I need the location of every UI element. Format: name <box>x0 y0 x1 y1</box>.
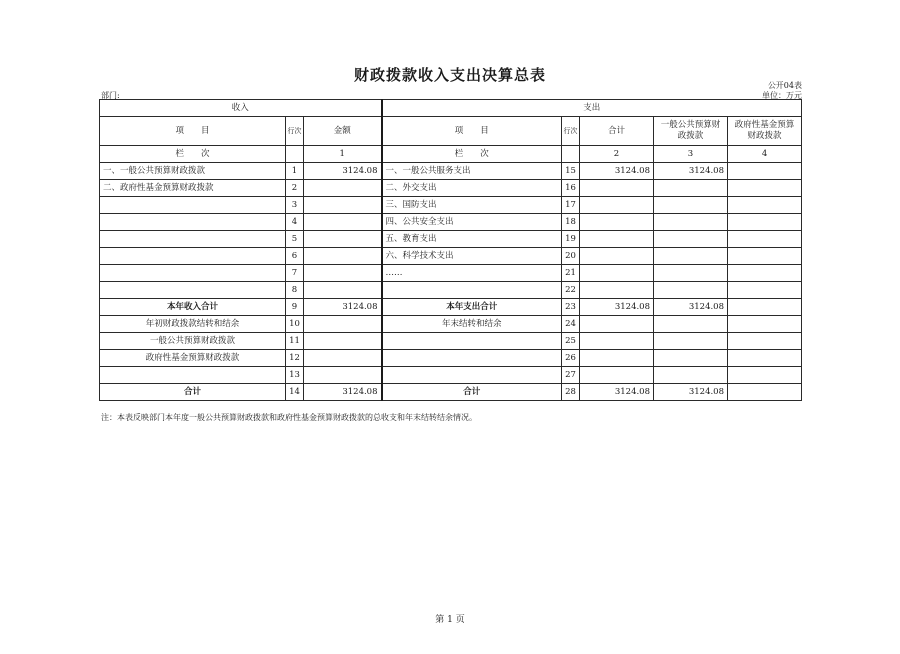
lanci-empty-right <box>562 146 580 163</box>
expense-gov-fund-cell <box>728 350 802 367</box>
income-amount-cell <box>304 367 382 384</box>
income-amount-cell <box>304 350 382 367</box>
table-row <box>100 214 802 231</box>
expense-item-cell: 六、科学技术支出 <box>382 248 562 265</box>
expense-gov-fund-cell <box>728 197 802 214</box>
income-line-no-cell: 14 <box>286 384 304 401</box>
expense-total-cell <box>580 197 654 214</box>
expense-item-cell <box>382 333 562 350</box>
col-header-total: 合计 <box>580 117 654 146</box>
expense-gov-fund-cell <box>728 384 802 401</box>
expense-item-cell <box>382 282 562 299</box>
expense-line-no-cell: 28 <box>562 384 580 401</box>
income-item-cell: 二、政府性基金预算财政拨款 <box>100 180 286 197</box>
expense-total-cell <box>580 367 654 384</box>
lanci-col-4: 4 <box>728 146 802 163</box>
income-line-no-cell: 13 <box>286 367 304 384</box>
income-line-no-cell: 7 <box>286 265 304 282</box>
table-row <box>100 197 802 214</box>
expense-general-budget-cell <box>654 214 728 231</box>
expense-total-cell: 3124.08 <box>580 384 654 401</box>
expense-total-cell: 3124.08 <box>580 163 654 180</box>
expense-line-no-cell: 25 <box>562 333 580 350</box>
expense-gov-fund-cell <box>728 299 802 316</box>
income-amount-cell <box>304 214 382 231</box>
income-line-no-cell: 9 <box>286 299 304 316</box>
expense-general-budget-cell <box>654 197 728 214</box>
expense-item-cell: 二、外交支出 <box>382 180 562 197</box>
income-amount-cell <box>304 180 382 197</box>
expense-line-no-cell: 20 <box>562 248 580 265</box>
table-row <box>100 231 802 248</box>
table-row <box>100 248 802 265</box>
income-line-no-cell: 6 <box>286 248 304 265</box>
income-amount-cell: 3124.08 <box>304 299 382 316</box>
expense-gov-fund-cell <box>728 282 802 299</box>
income-amount-cell <box>304 197 382 214</box>
expense-general-budget-cell <box>654 367 728 384</box>
expense-general-budget-cell: 3124.08 <box>654 163 728 180</box>
expense-line-no-cell: 19 <box>562 231 580 248</box>
col-header-item: 项 目 <box>100 117 286 146</box>
income-line-no-cell: 5 <box>286 231 304 248</box>
expense-item-cell: 五、教育支出 <box>382 231 562 248</box>
expense-line-no-cell: 26 <box>562 350 580 367</box>
expense-general-budget-cell <box>654 316 728 333</box>
expense-total-cell <box>580 214 654 231</box>
expense-line-no-cell: 16 <box>562 180 580 197</box>
income-line-no-cell: 1 <box>286 163 304 180</box>
department-label: 部门: <box>101 91 120 100</box>
income-item-cell: 年初财政拨款结转和结余 <box>100 316 286 333</box>
expense-item-cell <box>382 350 562 367</box>
col-header-line-no: 行次 <box>286 117 304 146</box>
expense-item-cell <box>382 367 562 384</box>
income-line-no-cell: 12 <box>286 350 304 367</box>
income-amount-cell <box>304 282 382 299</box>
table-row <box>100 333 802 350</box>
expense-item-cell: 本年支出合计 <box>382 299 562 316</box>
expense-gov-fund-cell <box>728 180 802 197</box>
expense-line-no-cell: 17 <box>562 197 580 214</box>
expense-item-cell: 一、一般公共服务支出 <box>382 163 562 180</box>
income-item-cell: 本年收入合计 <box>100 299 286 316</box>
col-header-amount: 金额 <box>304 117 382 146</box>
income-line-no-cell: 10 <box>286 316 304 333</box>
expense-general-budget-cell <box>654 248 728 265</box>
col-header-item-expense: 项 目 <box>382 117 562 146</box>
expense-total-cell <box>580 248 654 265</box>
income-item-cell <box>100 282 286 299</box>
income-item-cell: 一、一般公共预算财政拨款 <box>100 163 286 180</box>
lanci-amount-col: 1 <box>304 146 382 163</box>
expense-total-cell <box>580 180 654 197</box>
col-header-line-no-expense: 行次 <box>562 117 580 146</box>
table-row <box>100 180 802 197</box>
income-item-cell: 政府性基金预算财政拨款 <box>100 350 286 367</box>
expense-general-budget-cell: 3124.08 <box>654 384 728 401</box>
income-amount-cell <box>304 248 382 265</box>
expense-general-budget-cell: 3124.08 <box>654 299 728 316</box>
expense-line-no-cell: 22 <box>562 282 580 299</box>
expense-line-no-cell: 24 <box>562 316 580 333</box>
table-row <box>100 367 802 384</box>
expense-total-cell: 3124.08 <box>580 299 654 316</box>
income-item-cell: 合计 <box>100 384 286 401</box>
expense-item-cell: 三、国防支出 <box>382 197 562 214</box>
income-item-cell <box>100 367 286 384</box>
expense-general-budget-cell <box>654 265 728 282</box>
lanci-label-left: 栏 次 <box>100 146 286 163</box>
col-header-gov-fund: 政府性基金预算财政拨款 <box>728 117 802 146</box>
table-row <box>100 282 802 299</box>
income-amount-cell: 3124.08 <box>304 384 382 401</box>
form-number: 公开04表 <box>767 81 802 90</box>
expense-total-cell <box>580 333 654 350</box>
lanci-col-3: 3 <box>654 146 728 163</box>
table-row <box>100 299 802 316</box>
table-row <box>100 384 802 401</box>
expense-gov-fund-cell <box>728 367 802 384</box>
expense-section-header: 支出 <box>382 100 802 117</box>
expense-total-cell <box>580 265 654 282</box>
income-amount-cell <box>304 316 382 333</box>
income-line-no-cell: 8 <box>286 282 304 299</box>
table-row <box>100 350 802 367</box>
unit-label: 单位：万元 <box>762 91 802 100</box>
income-section-header: 收入 <box>100 100 382 117</box>
table-row <box>100 316 802 333</box>
income-amount-cell <box>304 333 382 350</box>
table-row <box>100 265 802 282</box>
table-row <box>100 163 802 180</box>
expense-total-cell <box>580 231 654 248</box>
expense-gov-fund-cell <box>728 231 802 248</box>
expense-item-cell: 合计 <box>382 384 562 401</box>
income-amount-cell <box>304 265 382 282</box>
expense-gov-fund-cell <box>728 316 802 333</box>
expense-general-budget-cell <box>654 333 728 350</box>
expense-gov-fund-cell <box>728 333 802 350</box>
expense-line-no-cell: 21 <box>562 265 580 282</box>
expense-general-budget-cell <box>654 231 728 248</box>
income-line-no-cell: 4 <box>286 214 304 231</box>
income-item-cell <box>100 197 286 214</box>
income-line-no-cell: 3 <box>286 197 304 214</box>
income-item-cell <box>100 231 286 248</box>
income-line-no-cell: 2 <box>286 180 304 197</box>
expense-line-no-cell: 27 <box>562 367 580 384</box>
page-number: 第 1 页 <box>435 615 465 625</box>
expense-gov-fund-cell <box>728 248 802 265</box>
lanci-label-right: 栏 次 <box>382 146 562 163</box>
page-title: 财政拨款收入支出决算总表 <box>353 66 546 84</box>
expense-line-no-cell: 23 <box>562 299 580 316</box>
lanci-col-2: 2 <box>580 146 654 163</box>
col-header-general-budget: 一般公共预算财政拨款 <box>654 117 728 146</box>
income-line-no-cell: 11 <box>286 333 304 350</box>
lanci-empty-left <box>286 146 304 163</box>
income-item-cell <box>100 265 286 282</box>
expense-general-budget-cell <box>654 282 728 299</box>
budget-table <box>99 99 802 401</box>
income-amount-cell: 3124.08 <box>304 163 382 180</box>
expense-total-cell <box>580 282 654 299</box>
expense-general-budget-cell <box>654 180 728 197</box>
income-item-cell <box>100 214 286 231</box>
expense-item-cell: 年末结转和结余 <box>382 316 562 333</box>
expense-general-budget-cell <box>654 350 728 367</box>
expense-item-cell: 四、公共安全支出 <box>382 214 562 231</box>
income-item-cell: 一般公共预算财政拨款 <box>100 333 286 350</box>
table-body <box>100 163 802 401</box>
footnote: 注：本表反映部门本年度一般公共预算财政拨款和政府性基金预算财政拨款的总收支和年末结转结余情况。 <box>101 413 477 422</box>
income-item-cell <box>100 248 286 265</box>
expense-line-no-cell: 18 <box>562 214 580 231</box>
expense-gov-fund-cell <box>728 214 802 231</box>
expense-item-cell: …… <box>382 265 562 282</box>
expense-total-cell <box>580 350 654 367</box>
expense-line-no-cell: 15 <box>562 163 580 180</box>
income-amount-cell <box>304 231 382 248</box>
expense-total-cell <box>580 316 654 333</box>
expense-gov-fund-cell <box>728 265 802 282</box>
expense-gov-fund-cell <box>728 163 802 180</box>
